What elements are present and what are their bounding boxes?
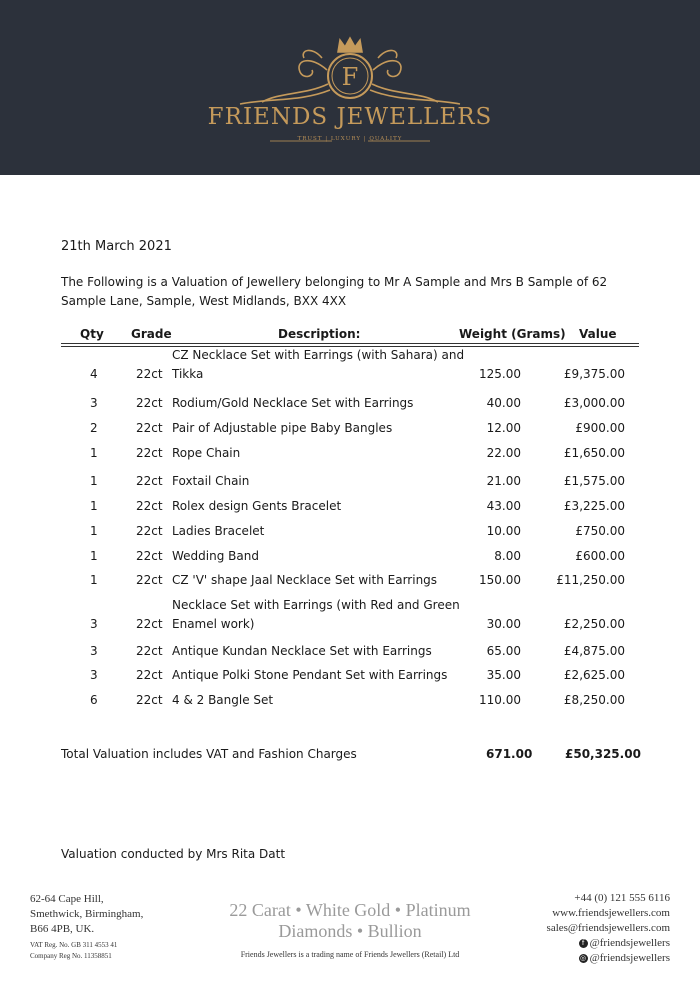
crown-icon	[338, 38, 362, 52]
row-weight: 35.00	[486, 668, 521, 682]
instagram-handle[interactable]	[547, 951, 670, 966]
total-label: Total Valuation includes VAT and Fashion Charges	[61, 747, 357, 761]
row-description: Antique Polki Stone Pendant Set with Earrings	[172, 668, 448, 682]
row-weight: 40.00	[486, 396, 521, 410]
header-rule	[61, 343, 639, 344]
header-banner	[0, 0, 700, 175]
total-value: £50,325.00	[565, 747, 641, 761]
row-qty: 2	[90, 421, 98, 435]
row-value: £9,375.00	[563, 367, 625, 381]
footer-contact	[547, 891, 670, 966]
row-grade: 22ct	[136, 367, 163, 381]
row-value: £3,000.00	[563, 396, 625, 410]
logo-letter: F	[341, 63, 359, 91]
row-grade: 22ct	[136, 499, 163, 513]
footer-registration	[30, 940, 117, 962]
row-qty: 1	[90, 474, 98, 488]
row-value: £600.00	[575, 549, 625, 563]
valuation-date: 21th March 2021	[61, 239, 172, 254]
footer-services	[200, 900, 500, 942]
phone-number: +44 (0) 121 555 6116	[574, 892, 670, 904]
row-value: £8,250.00	[563, 693, 625, 707]
row-value: £750.00	[575, 524, 625, 538]
row-value: £1,650.00	[563, 446, 625, 460]
row-grade: 22ct	[136, 396, 163, 410]
row-grade: 22ct	[136, 644, 163, 658]
row-qty: 1	[90, 573, 98, 587]
row-value: £900.00	[575, 421, 625, 435]
valuer-signoff: Valuation conducted by Mrs Rita Datt	[61, 847, 286, 861]
row-weight: 21.00	[486, 474, 521, 488]
row-qty: 3	[90, 668, 98, 682]
website-link[interactable]: www.friendsjewellers.com	[552, 907, 670, 919]
row-description: Foxtail Chain	[172, 474, 250, 488]
row-description: Tikka	[172, 367, 204, 381]
row-value: £11,250.00	[556, 573, 625, 587]
row-weight: 110.00	[479, 693, 521, 707]
row-weight: 30.00	[486, 617, 521, 631]
row-value: £4,875.00	[563, 644, 625, 658]
facebook-handle-text: @friendsjewellers	[589, 937, 670, 949]
company-reg-number: Company Reg No. 11358851	[30, 952, 112, 960]
row-description: Antique Kundan Necklace Set with Earrings	[172, 644, 432, 658]
vat-number: VAT Reg. No. GB 311 4553 41	[30, 941, 118, 949]
row-qty: 1	[90, 549, 98, 563]
row-description: Rope Chain	[172, 446, 241, 460]
row-qty: 1	[90, 499, 98, 513]
row-grade: 22ct	[136, 573, 163, 587]
row-description: Wedding Band	[172, 549, 259, 563]
facebook-icon: f	[579, 939, 588, 948]
row-grade: 22ct	[136, 693, 163, 707]
row-weight: 150.00	[479, 573, 521, 587]
services-line: Diamonds • Bullion	[278, 921, 422, 941]
row-description: Necklace Set with Earrings (with Red and Green	[172, 598, 460, 612]
email-link[interactable]: sales@friendsjewellers.com	[546, 922, 670, 934]
row-weight: 10.00	[486, 524, 521, 538]
header-description: Description:	[278, 327, 361, 341]
facebook-handle[interactable]	[547, 936, 670, 951]
row-description: Pair of Adjustable pipe Baby Bangles	[172, 421, 393, 435]
row-description: Rolex design Gents Bracelet	[172, 499, 342, 513]
brand-tagline: TRUST | LUXURY | QUALITY	[297, 136, 403, 142]
row-qty: 1	[90, 446, 98, 460]
instagram-icon: ◎	[580, 953, 587, 962]
instagram-handle-text: @friendsjewellers	[589, 952, 670, 964]
row-grade: 22ct	[136, 474, 163, 488]
row-description: CZ Necklace Set with Earrings (with Sahara) and	[172, 348, 465, 362]
row-qty: 3	[90, 617, 98, 631]
row-grade: 22ct	[136, 668, 163, 682]
header-weight: Weight (Grams)	[459, 327, 566, 341]
header-grade: Grade	[131, 327, 172, 341]
row-description: CZ 'V' shape Jaal Necklace Set with Earrings	[172, 573, 438, 587]
header-qty: Qty	[80, 327, 104, 341]
header-value: Value	[579, 327, 617, 341]
trading-name-notice: Friends Jewellers is a trading name of Friends Jewellers (Retail) Ltd	[240, 950, 460, 959]
row-weight: 43.00	[486, 499, 521, 513]
row-qty: 4	[90, 367, 98, 381]
row-value: £1,575.00	[563, 474, 625, 488]
total-weight: 671.00	[486, 747, 533, 761]
row-qty: 6	[90, 693, 98, 707]
services-line: 22 Carat • White Gold • Platinum	[229, 900, 471, 920]
row-grade: 22ct	[136, 446, 163, 460]
row-value: £2,250.00	[563, 617, 625, 631]
row-value: £3,225.00	[563, 499, 625, 513]
row-weight: 125.00	[479, 367, 521, 381]
row-grade: 22ct	[136, 617, 163, 631]
row-value: £2,625.00	[563, 668, 625, 682]
row-qty: 1	[90, 524, 98, 538]
brand-name: FRIENDS JEWELLERS	[207, 104, 493, 130]
row-weight: 22.00	[486, 446, 521, 460]
row-qty: 3	[90, 644, 98, 658]
address-line: B66 4PB, UK.	[30, 923, 95, 935]
row-description: Rodium/Gold Necklace Set with Earrings	[172, 396, 414, 410]
row-weight: 8.00	[494, 549, 521, 563]
intro-paragraph: The Following is a Valuation of Jewellery belonging to Mr A Sample and Mrs B Sample of 62 Sample Lane, Sample, West Midlands, BXX 4XX	[61, 275, 608, 308]
address-line: Smethwick, Birmingham,	[30, 908, 144, 920]
row-weight: 65.00	[486, 644, 521, 658]
row-description: Enamel work)	[172, 617, 255, 631]
address-line: 62-64 Cape Hill,	[30, 893, 104, 905]
row-grade: 22ct	[136, 421, 163, 435]
logo-emblem	[0, 0, 700, 175]
row-description: 4 & 2 Bangle Set	[172, 693, 274, 707]
row-description: Ladies Bracelet	[172, 524, 265, 538]
row-weight: 12.00	[486, 421, 521, 435]
row-qty: 3	[90, 396, 98, 410]
footer-address	[30, 892, 143, 937]
row-grade: 22ct	[136, 549, 163, 563]
row-grade: 22ct	[136, 524, 163, 538]
